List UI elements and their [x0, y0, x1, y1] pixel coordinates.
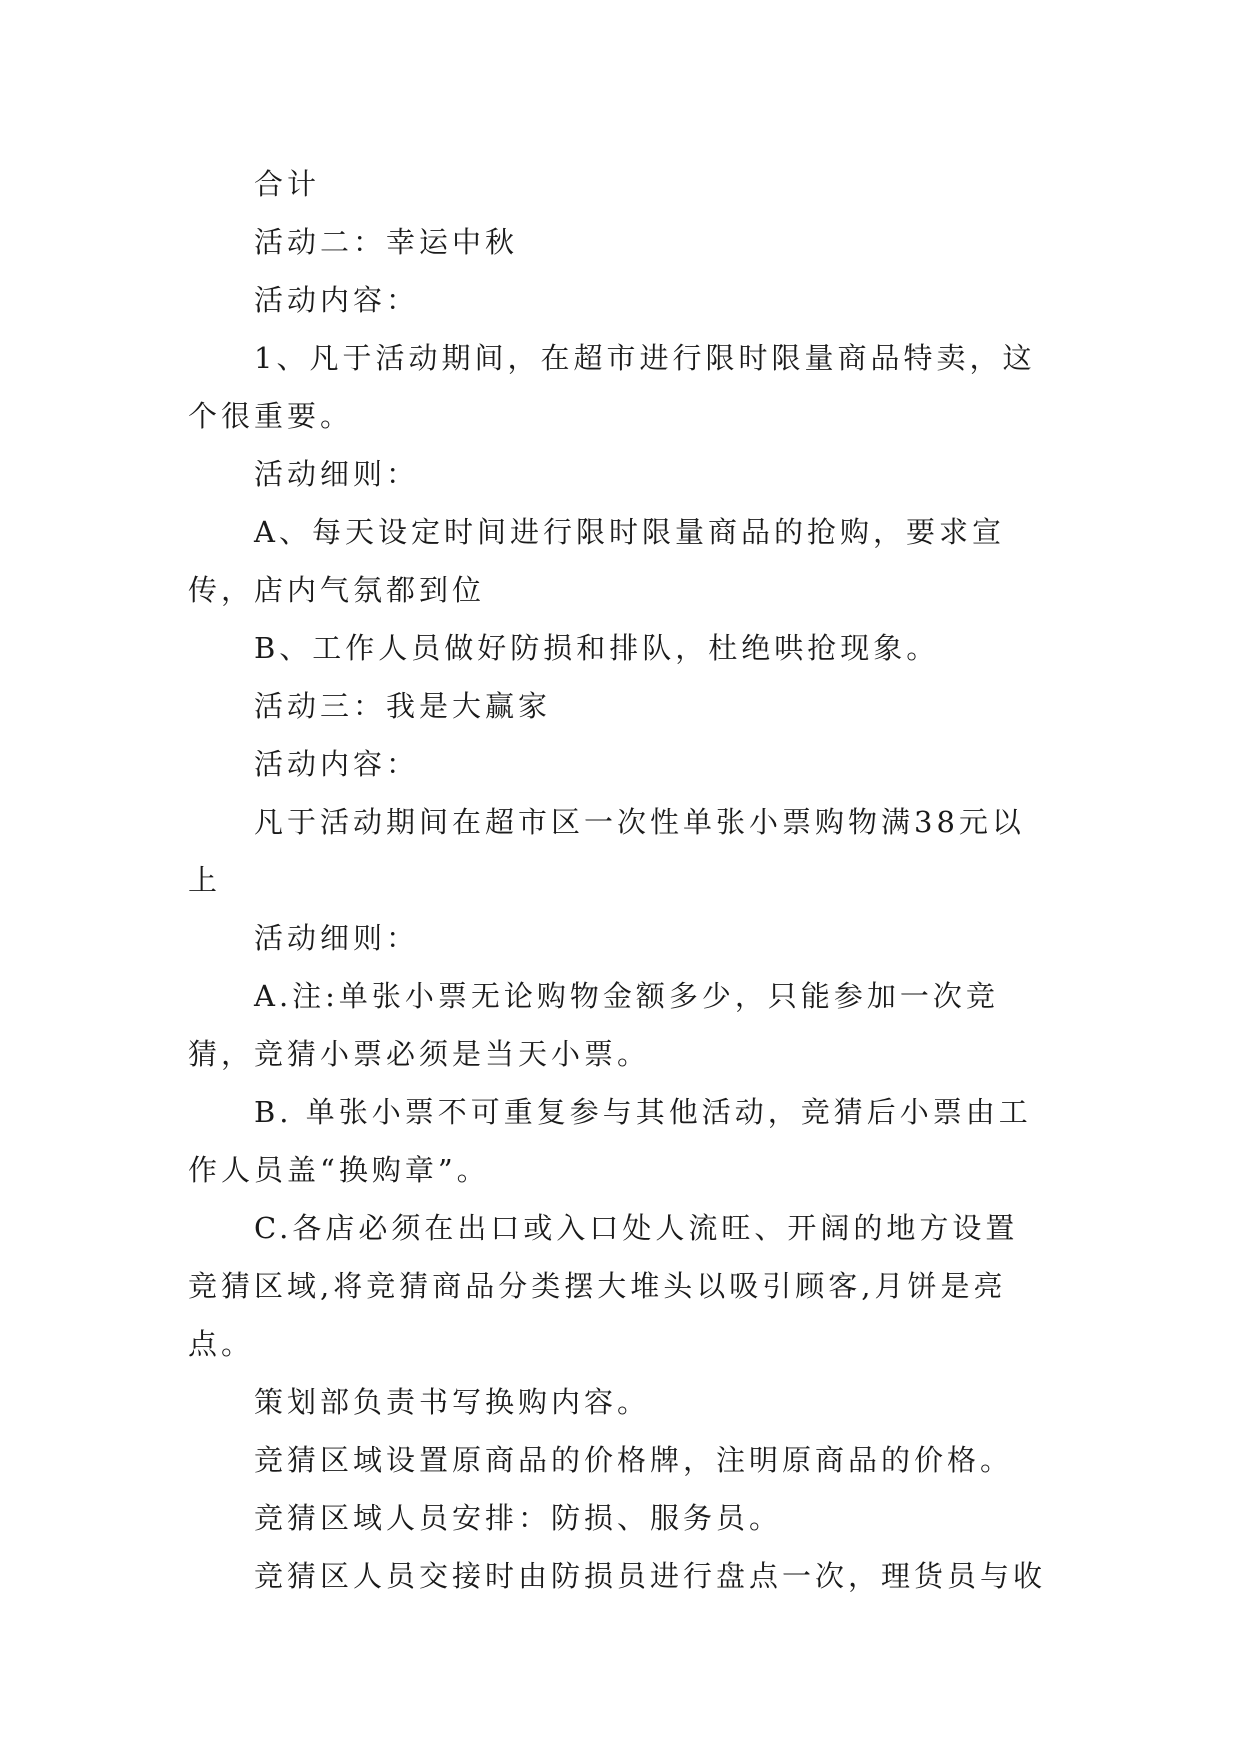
paragraph-guess-rule-c: C.各店必须在出口或入口处人流旺、开阔的地方设置竞猜区域,将竞猜商品分类摆大堆头以吸引顾客,月饼是亮点。	[188, 1211, 1019, 1361]
paragraph-price-tags: 竞猜区域设置原商品的价格牌，注明原商品的价格。	[254, 1443, 1014, 1477]
paragraph-purchase-threshold: 凡于活动期间在超市区一次性单张小票购物满38元以上	[188, 805, 1025, 897]
paragraph-flash-sale: 1、凡于活动期间，在超市进行限时限量商品特卖，这个很重要。	[188, 341, 1036, 433]
paragraph-activity-content-heading-2: 活动内容：	[254, 747, 420, 781]
paragraph-rule-a: A、每天设定时间进行限时限量商品的抢购，要求宣传，店内气氛都到位	[188, 515, 1005, 607]
paragraph-staffing: 竞猜区域人员安排：防损、服务员。	[254, 1501, 783, 1535]
paragraph-planning-dept: 策划部负责书写换购内容。	[254, 1385, 651, 1419]
document-body	[188, 155, 1050, 1605]
paragraph-total: 合计	[254, 167, 321, 201]
paragraph-rule-b: B、工作人员做好防损和排队，杜绝哄抢现象。	[254, 631, 940, 665]
paragraph-guess-rule-a: A.注:单张小票无论购物金额多少，只能参加一次竞猜，竞猜小票必须是当天小票。	[188, 979, 999, 1071]
paragraph-guess-rule-b: B. 单张小票不可重复参与其他活动，竞猜后小票由工作人员盖“换购章”。	[188, 1095, 1032, 1187]
paragraph-activity-content-heading: 活动内容：	[254, 283, 420, 317]
paragraph-activity-rules-heading: 活动细则：	[254, 457, 420, 491]
paragraph-activity-two-title: 活动二：幸运中秋	[254, 225, 519, 259]
paragraph-activity-rules-heading-2: 活动细则：	[254, 921, 420, 955]
paragraph-activity-three-title: 活动三：我是大赢家	[254, 689, 552, 723]
paragraph-handover: 竞猜区人员交接时由防损员进行盘点一次，理货员与收	[254, 1559, 1047, 1593]
